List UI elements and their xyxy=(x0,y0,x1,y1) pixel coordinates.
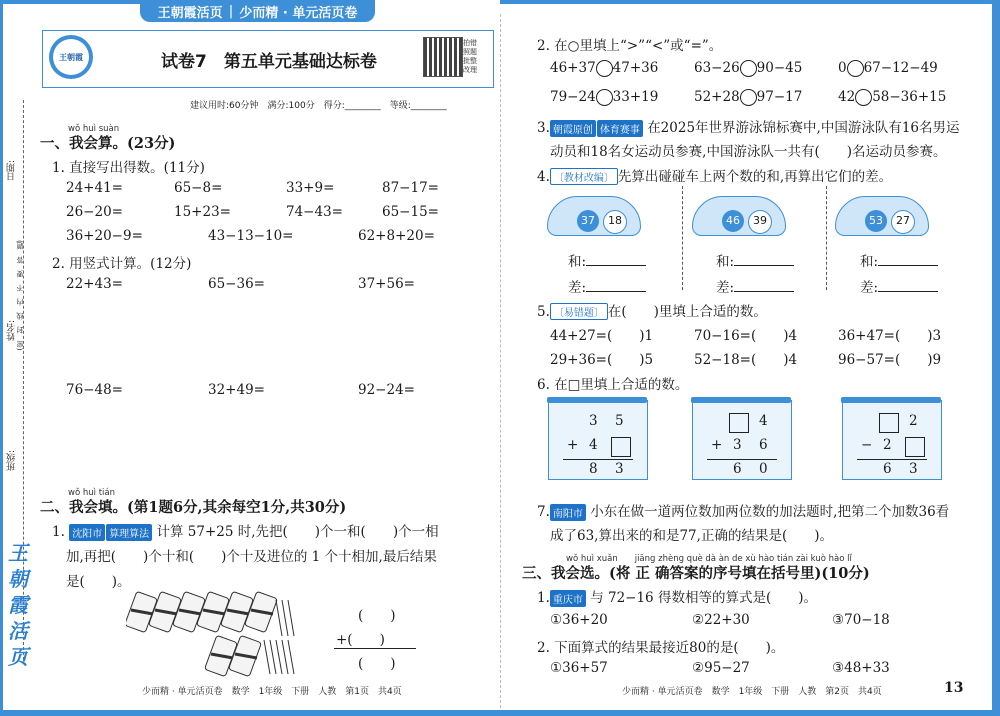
r-q3-line2: 动员和18名女运动员参赛,中国游泳队一共有( )名运动员参赛。 xyxy=(550,144,947,160)
car-number: 18 xyxy=(603,210,627,234)
s2q1-line1: 1. 沈阳市 算理算法 计算 57+25 时,先把( )个一和( )个一相 xyxy=(52,524,439,540)
option: ①36+57 xyxy=(550,660,608,676)
s2q1-line2: 加,再把( )个十和( )个十及进位的 1 个十相加,最后结果 xyxy=(66,549,437,565)
q5-item: 52−18=( )4 xyxy=(694,352,798,368)
s1-pinyin: wǒ huì suàn xyxy=(68,124,120,134)
margin-seal: (密 封 线 内 不 要 答 题) xyxy=(16,240,24,351)
margin-class: 班级: xyxy=(7,450,17,472)
q2-item: 76−48= xyxy=(66,382,123,398)
q2-item: 92−24= xyxy=(358,382,415,398)
r-q7-line2: 成了63,算出来的和是77,正确的结果是( )。 xyxy=(550,528,833,544)
vertical-paren-bottom: ( ) xyxy=(358,656,396,672)
r-q4-line: 4. 〔教材改编〕 先算出碰碰车上两个数的和,再算出它们的差。 xyxy=(537,169,893,185)
digit-box[interactable] xyxy=(905,437,925,457)
q5-item: 36+47=( )3 xyxy=(838,328,942,344)
vertical-paren-mid: +( ) xyxy=(336,632,385,648)
brand-banner: 王朝霞活页 | 少而精 · 单元活页卷 xyxy=(140,0,375,22)
q5-item: 29+36=( )5 xyxy=(550,352,654,368)
brand-name: 王朝霞活页 xyxy=(157,5,223,21)
brand-vertical: 王 朝 霞 活 页 xyxy=(8,541,28,669)
q5-item: 96−57=( )9 xyxy=(838,352,942,368)
diff-field[interactable]: 差: xyxy=(716,276,794,296)
option: ②95−27 xyxy=(692,660,750,676)
page-border-top xyxy=(500,0,1000,4)
tag-topic: 算理算法 xyxy=(106,524,152,541)
stick-bundles-illustration xyxy=(126,590,306,680)
q1-item: 26−20= xyxy=(66,204,123,220)
series-name: 少而精 · 单元活页卷 xyxy=(239,5,358,21)
s3-pinyin: wǒ huì xuǎn jiāng zhèng què dà àn de xù hào tián zài kuò hào lǐ xyxy=(566,554,852,564)
q1-item: 62+8+20= xyxy=(358,228,435,244)
logo-badge xyxy=(49,35,93,79)
digit-box[interactable] xyxy=(879,413,899,433)
center-divider xyxy=(500,14,501,708)
car-number: 53 xyxy=(865,210,887,232)
s2-pinyin: wǒ huì tián xyxy=(68,488,115,498)
car-number: 27 xyxy=(891,210,915,234)
tag-city: 南阳市 xyxy=(550,504,586,521)
compare-circle[interactable] xyxy=(596,89,613,106)
q5-item: 70−16=( )4 xyxy=(694,328,798,344)
tag-city: 沈阳市 xyxy=(69,524,105,541)
digit-box[interactable] xyxy=(729,413,749,433)
s2-title: 二、我会填。(第1题6分,其余每空1分,共30分) xyxy=(40,499,347,516)
q2-item: 65−36= xyxy=(208,276,265,292)
q1-item: 15+23= xyxy=(174,204,231,220)
tag-textbook: 〔教材改编〕 xyxy=(550,168,618,185)
bumper-car xyxy=(547,190,639,236)
compare-item: 79−24 33+19 xyxy=(550,89,659,105)
s2q1-line3: 是( )。 xyxy=(66,574,131,590)
car-number: 37 xyxy=(577,210,599,232)
r-q3-line1: 3. 朝霞原创 体育赛事 在2025年世界游泳锦标赛中,中国游泳队有16名男运 xyxy=(537,120,960,136)
q1-item: 87−17= xyxy=(382,180,439,196)
q2-item: 32+49= xyxy=(208,382,265,398)
sum-field[interactable]: 和: xyxy=(716,250,794,270)
q2-item: 37+56= xyxy=(358,276,415,292)
compare-item: 63−26 90−45 xyxy=(694,60,803,76)
title-box xyxy=(42,30,494,88)
exam-meta: 建议用时:60分钟 满分:100分 得分:________ 等级:________ xyxy=(190,101,447,111)
vertical-card: 4 + 3 6 6 0 xyxy=(692,400,792,480)
bumper-car xyxy=(692,190,784,236)
right-footer: 少而精 · 单元活页卷 数学 1年级 下册 人教 第2页 共4页 xyxy=(622,687,882,697)
car-separator xyxy=(682,186,683,290)
compare-item: 46+37 47+36 xyxy=(550,60,659,76)
page-border-bottom xyxy=(0,710,1000,716)
car-number: 46 xyxy=(722,210,744,232)
compare-circle[interactable] xyxy=(847,60,864,77)
r-q7-line1: 7. 南阳市 小东在做一道两位数加两位数的加法题时,把第二个加数36看 xyxy=(537,504,950,520)
s1-title: 一、我会算。(23分) xyxy=(40,135,176,152)
r-q6-title: 6. 在□里填上合适的数。 xyxy=(537,377,689,393)
page-border-right xyxy=(992,0,1000,716)
r-q2-title: 2. 在○里填上“>”“<”或“=”。 xyxy=(537,38,723,54)
option: ③48+33 xyxy=(832,660,890,676)
q5-item: 44+27=( )1 xyxy=(550,328,654,344)
compare-item: 52+28 97−17 xyxy=(694,89,803,105)
compare-item: 0 67−12−49 xyxy=(838,60,938,76)
car-separator xyxy=(826,186,827,290)
qr-code xyxy=(423,37,463,77)
s3q1-line: 1. 重庆市 与 72−16 得数相等的算式是( )。 xyxy=(537,590,817,606)
compare-circle[interactable] xyxy=(855,89,872,106)
q2-item: 22+43= xyxy=(66,276,123,292)
page-border-top-left xyxy=(0,0,140,4)
q1-item: 65−8= xyxy=(174,180,223,196)
tag-city: 重庆市 xyxy=(550,590,586,607)
vertical-rule xyxy=(334,648,416,649)
qr-caption: 拍错 照题 批整 改理 xyxy=(463,39,477,74)
q1-item: 36+20−9= xyxy=(66,228,143,244)
vertical-paren-top: ( ) xyxy=(358,608,396,624)
diff-field[interactable]: 差: xyxy=(568,276,646,296)
margin-date: 日期: xyxy=(7,160,17,182)
q1-item: 74−43= xyxy=(286,204,343,220)
option: ②22+30 xyxy=(692,612,750,628)
vertical-card: 3 5 + 4 8 3 xyxy=(548,400,648,480)
q1-title: 1. 直接写出得数。(11分) xyxy=(52,160,205,176)
tag-original: 朝霞原创 xyxy=(550,120,596,137)
option: ①36+20 xyxy=(550,612,608,628)
s3-title: 三、我会选。(将 正 确答案的序号填在括号里)(10分) xyxy=(522,565,870,582)
bumper-car xyxy=(835,190,927,236)
compare-circle[interactable] xyxy=(596,60,613,77)
sum-field[interactable]: 和: xyxy=(860,250,938,270)
s3q2-line: 2. 下面算式的结果最接近80的是( )。 xyxy=(537,640,785,656)
vertical-card: 2 − 2 6 3 xyxy=(842,400,942,480)
compare-circle[interactable] xyxy=(740,60,757,77)
r-q5-line: 5. 〔易错题〕 在( )里填上合适的数。 xyxy=(537,304,767,320)
tag-sports: 体育赛事 xyxy=(597,120,643,137)
q1-item: 24+41= xyxy=(66,180,123,196)
compare-circle[interactable] xyxy=(740,89,757,106)
logo-text: 王朝霞 xyxy=(53,39,89,75)
margin-name: 姓名: xyxy=(7,320,17,342)
option: ③70−18 xyxy=(832,612,890,628)
digit-box[interactable] xyxy=(611,437,631,457)
diff-field[interactable]: 差: xyxy=(860,276,938,296)
compare-item: 42 58−36+15 xyxy=(838,89,947,105)
q1-item: 43−13−10= xyxy=(208,228,294,244)
q1-item: 65−15= xyxy=(382,204,439,220)
left-footer: 少而精 · 单元活页卷 数学 1年级 下册 人教 第1页 共4页 xyxy=(142,687,402,697)
q2-title: 2. 用竖式计算。(12分) xyxy=(52,256,192,272)
car-number: 39 xyxy=(748,210,772,234)
sum-field[interactable]: 和: xyxy=(568,250,646,270)
tag-error-prone: 〔易错题〕 xyxy=(550,303,608,320)
page-number: 13 xyxy=(944,680,964,696)
page-title: 试卷7 第五单元基础达标卷 xyxy=(161,52,377,72)
q1-item: 33+9= xyxy=(286,180,335,196)
